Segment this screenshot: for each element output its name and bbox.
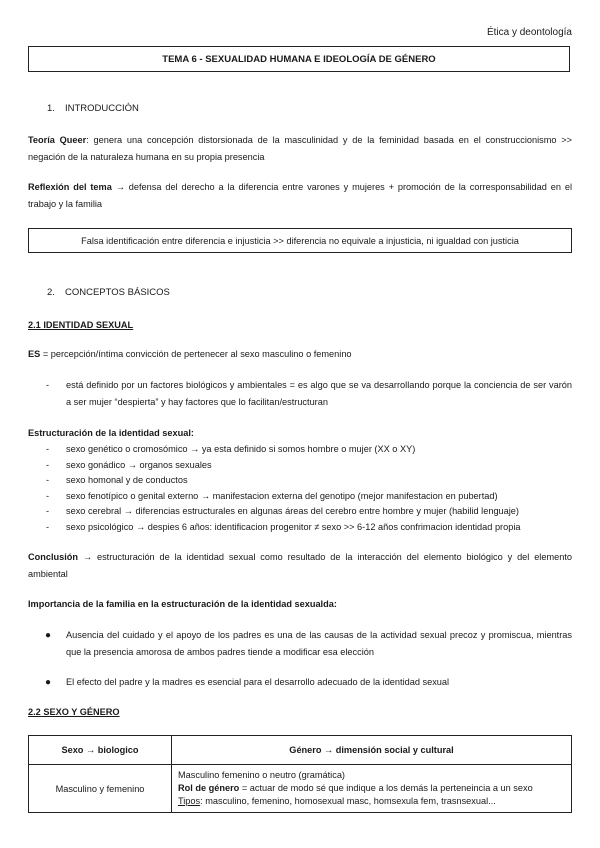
list-item xyxy=(28,489,572,505)
estructuracion-heading xyxy=(28,425,572,442)
list-item xyxy=(28,458,572,474)
table-header-row xyxy=(29,736,572,765)
list-item xyxy=(28,627,572,661)
conclusion-term: Conclusión xyxy=(28,552,79,562)
item-text: está definido por un factores biológicos y ambientales = es algo que se va desarrollando porque la conciencia de ser varón a ser mujer “despierta” y hay factores que lo facilitan/estructuran xyxy=(66,380,572,407)
dash-marker: - xyxy=(46,521,50,532)
list-item xyxy=(28,674,572,691)
section-heading-intro xyxy=(47,103,139,114)
sexo-genero-table xyxy=(28,735,572,813)
tipos-term: Tipos xyxy=(178,796,201,806)
cell-line: Masculino femenino o neutro (gramática) xyxy=(178,770,345,780)
rol-text: = actuar de modo sé que indique a los demás la perteneincia a un sexo xyxy=(239,783,533,793)
dash-marker: - xyxy=(46,475,50,485)
dash-marker: - xyxy=(46,459,50,470)
item-text: sexo psicológico → despies 6 años: identificacion progenitor ≠ sexo >> 6-12 años confrimacion identidad propia xyxy=(66,521,521,532)
list-item xyxy=(28,377,572,411)
cell-line xyxy=(178,795,565,808)
list-item xyxy=(28,473,572,489)
bullet-marker: ● xyxy=(45,677,52,688)
section-title: INTRODUCCIÓN xyxy=(65,103,139,114)
item-text: sexo fenotípico o genital externo → manifestacion externa del genotipo (mejor manifestacion en pubertad) xyxy=(66,490,498,501)
list-item xyxy=(28,504,572,520)
dash-marker: - xyxy=(46,490,50,501)
reflexion-text: → defensa del derecho a la diferencia entre varones y mujeres + promoción de la corresponsabilidad en el trabajo y la familia xyxy=(28,182,572,209)
dash-marker: - xyxy=(46,506,50,516)
table-header-cell: Género → dimensión social y cultural xyxy=(172,736,572,765)
running-header: Ética y deontología xyxy=(486,27,572,38)
table-cell xyxy=(172,765,572,813)
es-term: ES xyxy=(28,349,41,359)
reflexion-term: Reflexión del tema xyxy=(28,182,112,192)
familia-heading xyxy=(28,596,572,613)
reflexion-paragraph xyxy=(28,179,572,213)
familia-list xyxy=(28,627,572,661)
queer-term: Teoría Queer xyxy=(28,135,87,145)
cell-line xyxy=(178,782,565,795)
es-definition xyxy=(28,346,572,363)
subsection-heading-identidad: 2.1 IDENTIDAD SEXUAL xyxy=(28,320,134,330)
conclusion-text: → estructuración de la identidad sexual como resultado de la interacción del elemento biológico y del elemento ambiental xyxy=(28,552,572,579)
item-text: sexo cerebral → diferencias estructurales en algunas áreas del cerebro entre hombre y mujer (habilid lenguaje) xyxy=(66,506,519,516)
list-item xyxy=(28,520,572,536)
familia-list xyxy=(28,674,572,691)
estructuracion-heading-text: Estructuración de la identidad sexual: xyxy=(28,428,194,438)
dash-marker: - xyxy=(46,444,50,454)
tipos-text: : masculino, femenino, homosexual masc, homsexula fem, trasnsexual... xyxy=(200,796,496,806)
highlight-box: Falsa identificación entre diferencia e injusticia >> diferencia no equivale a injusticia, ni igualdad con justicia xyxy=(28,228,572,253)
queer-paragraph xyxy=(28,132,572,166)
topic-title: TEMA 6 - SEXUALIDAD HUMANA E IDEOLOGÍA DE GÉNERO xyxy=(28,46,570,72)
item-text: sexo gonádico → organos sexuales xyxy=(66,459,212,470)
definition-list xyxy=(28,377,572,411)
item-text: El efecto del padre y la madres es esencial para el desarrollo adecuado de la identidad sexual xyxy=(66,677,450,687)
item-text: sexo homonal y de conductos xyxy=(66,475,188,485)
item-text: sexo genético o cromosómico → ya esta definido si somos hombre o mujer (XX o XY) xyxy=(66,444,416,454)
section-number: 1. xyxy=(47,103,55,114)
table-header-cell: Sexo → biologico xyxy=(29,736,172,765)
subsection-heading-sexo-genero: 2.2 SEXO Y GÉNERO xyxy=(28,707,120,717)
bullet-marker: ● xyxy=(45,630,52,641)
list-item xyxy=(28,442,572,458)
table-row xyxy=(29,765,572,813)
queer-text: : genera una concepción distorsionada de la masculinidad y de la feminidad basada en el construccionismo >> negación de la naturaleza humana en su propia presencia xyxy=(28,135,572,162)
dash-marker: - xyxy=(46,380,50,390)
familia-heading-text: Importancia de la familia en la estructuración de la identidad sexualda: xyxy=(28,599,337,609)
section-title: CONCEPTOS BÁSICOS xyxy=(65,287,170,298)
table-cell: Masculino y femenino xyxy=(29,765,172,813)
estructuracion-list xyxy=(28,442,572,535)
es-text: = percepción/íntima convicción de pertenecer al sexo masculino o femenino xyxy=(40,349,352,359)
rol-term: Rol de género xyxy=(178,783,240,793)
item-text: Ausencia del cuidado y el apoyo de los padres es una de las causas de la actividad sexual precoz y promiscua, mientras que la presencia amorosa de ambos padres tiende a modificar esa elección xyxy=(66,630,572,657)
section-number: 2. xyxy=(47,287,55,298)
section-heading-conceptos xyxy=(47,287,170,298)
conclusion-paragraph xyxy=(28,549,572,583)
